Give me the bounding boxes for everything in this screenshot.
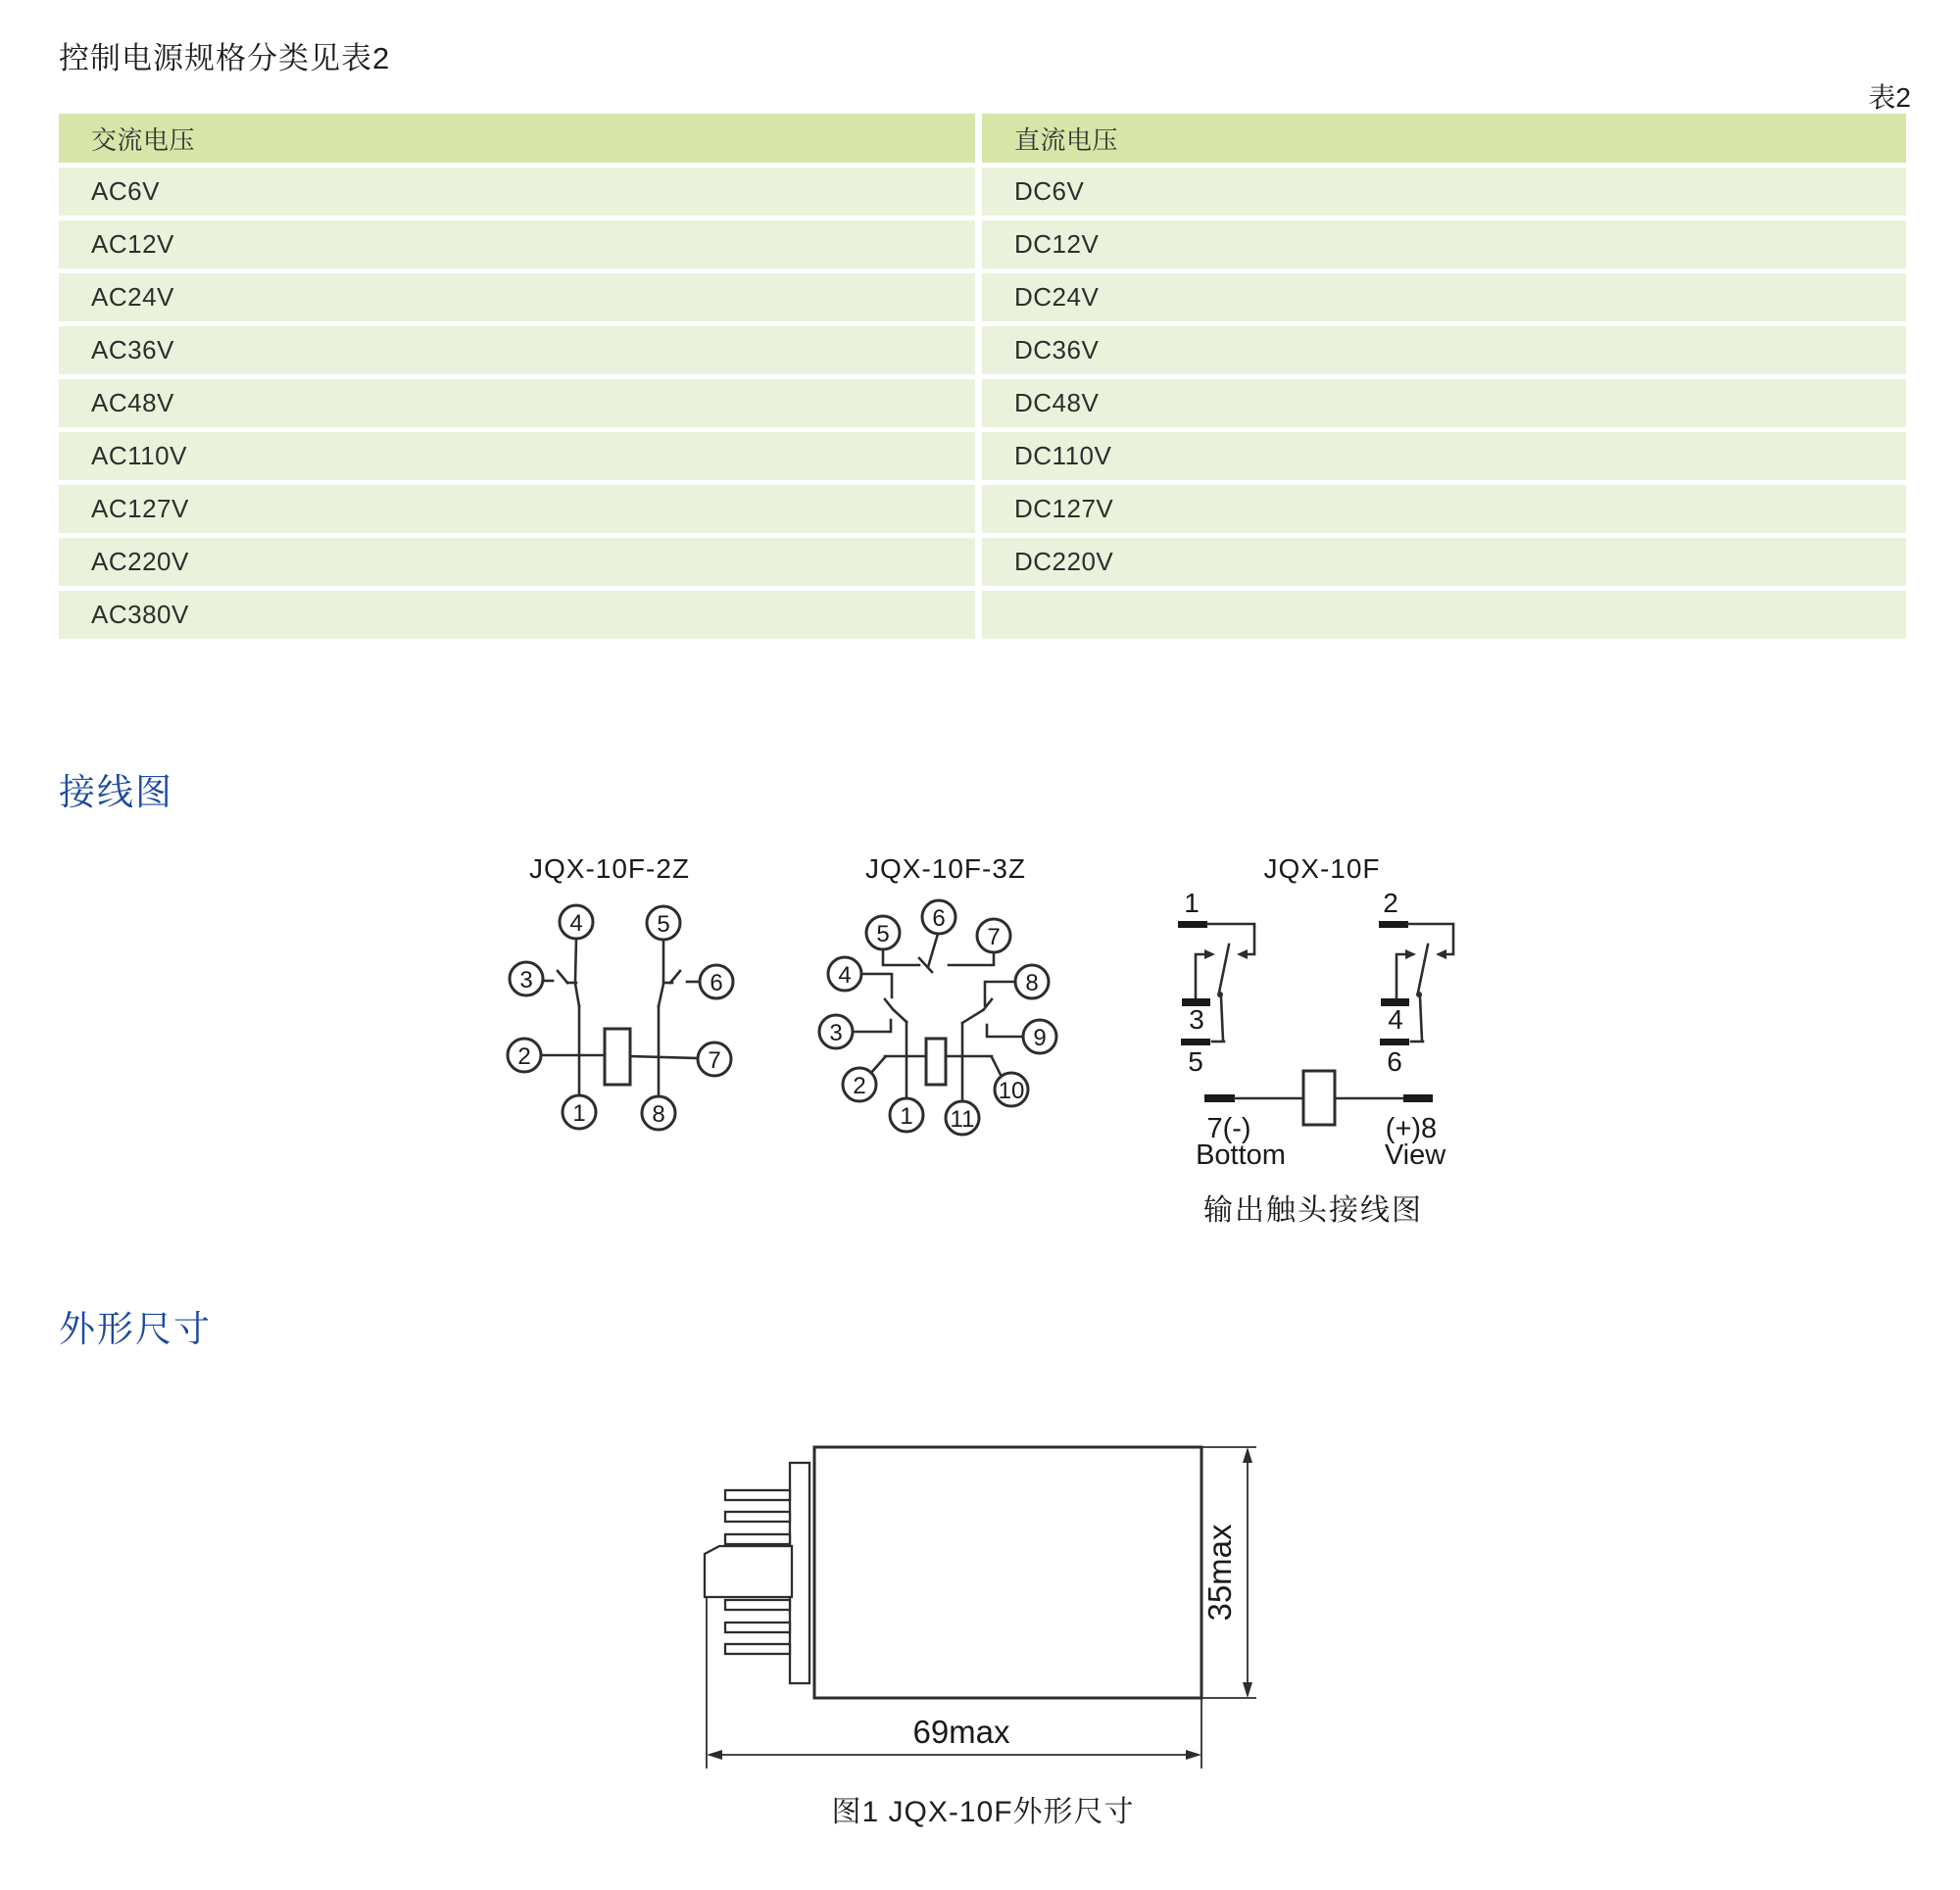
table-cell: DC24V bbox=[982, 273, 1906, 321]
relay-body bbox=[814, 1447, 1201, 1698]
pin-number: 1 bbox=[572, 1100, 586, 1127]
figure-caption: 图1 JQX-10F外形尺寸 bbox=[831, 1796, 1135, 1828]
page-title: 控制电源规格分类见表2 bbox=[59, 41, 391, 75]
wiring-diagrams bbox=[0, 843, 1960, 1264]
key-block bbox=[705, 1546, 792, 1597]
terminal-label: 2 bbox=[1383, 888, 1398, 918]
pin-number: 10 bbox=[998, 1078, 1025, 1104]
dimensions-section-heading: 外形尺寸 bbox=[59, 1309, 212, 1349]
table-row bbox=[59, 220, 1906, 268]
terminal-bar bbox=[1181, 1039, 1210, 1045]
table-header-row bbox=[59, 114, 1906, 163]
relay-outline bbox=[705, 1447, 1201, 1698]
coil-terminal-label: 7(-) bbox=[1206, 1113, 1251, 1144]
table-cell: DC110V bbox=[982, 432, 1906, 480]
pin bbox=[725, 1490, 790, 1500]
terminal-bar bbox=[1178, 921, 1207, 928]
contact-arrow bbox=[1436, 949, 1446, 959]
pin-number: 7 bbox=[987, 924, 1001, 950]
terminal-label: 3 bbox=[1189, 1004, 1204, 1035]
table-row bbox=[59, 432, 1906, 480]
voltage-spec-table bbox=[59, 114, 1906, 639]
table-cell: AC220V bbox=[59, 538, 975, 586]
pin-number: 4 bbox=[569, 910, 583, 937]
height-dimension-label: 35max bbox=[1201, 1524, 1238, 1622]
pin bbox=[725, 1534, 790, 1544]
table-cell: AC24V bbox=[59, 273, 975, 321]
contact-arrow bbox=[1237, 949, 1248, 959]
pin-number: 4 bbox=[838, 962, 852, 989]
table-row bbox=[59, 379, 1906, 427]
contact-arrow bbox=[1405, 949, 1416, 959]
pin-number: 2 bbox=[853, 1073, 866, 1099]
contact-arrow bbox=[1204, 949, 1215, 959]
table-cell: AC380V bbox=[59, 591, 975, 639]
terminal-bar bbox=[1204, 1094, 1235, 1102]
width-dimension-label: 69max bbox=[912, 1714, 1010, 1750]
pin-number: 11 bbox=[950, 1106, 975, 1133]
table-row bbox=[59, 485, 1906, 533]
table-cell: DC127V bbox=[982, 485, 1906, 533]
pin-number: 3 bbox=[829, 1020, 843, 1046]
pin-number: 1 bbox=[900, 1103, 913, 1130]
relay-coil bbox=[605, 1029, 630, 1085]
pin-terminals bbox=[508, 905, 733, 1130]
table-row bbox=[59, 538, 1906, 586]
table-cell: DC6V bbox=[982, 168, 1906, 216]
pin-number: 8 bbox=[1025, 970, 1039, 996]
relay-coil bbox=[1303, 1071, 1335, 1125]
diagram-jqx-10f-contacts bbox=[1178, 853, 1453, 1227]
table-row bbox=[59, 326, 1906, 374]
table-cell: DC48V bbox=[982, 379, 1906, 427]
pin-number: 5 bbox=[657, 911, 670, 938]
table-cell: AC48V bbox=[59, 379, 975, 427]
pin-number: 7 bbox=[708, 1047, 721, 1074]
table-cell: AC127V bbox=[59, 485, 975, 533]
terminal-label: 6 bbox=[1387, 1046, 1402, 1077]
pin-number: 3 bbox=[519, 967, 533, 993]
height-dimension bbox=[1201, 1447, 1256, 1698]
contacts-diagram-caption: 输出触头接线图 bbox=[1203, 1194, 1423, 1227]
diagram-jqx-10f-2z bbox=[508, 853, 733, 1130]
pin bbox=[725, 1623, 790, 1632]
pin-number: 2 bbox=[517, 1043, 531, 1070]
diagram-title: JQX-10F-2Z bbox=[528, 853, 691, 884]
pin bbox=[725, 1512, 790, 1522]
terminal-bar bbox=[1379, 921, 1408, 928]
table-cell: DC220V bbox=[982, 538, 1906, 586]
table-cell: DC12V bbox=[982, 220, 1906, 268]
relay-coil bbox=[926, 1039, 946, 1085]
pin-number: 6 bbox=[710, 970, 723, 996]
diagram-jqx-10f-3z bbox=[819, 853, 1056, 1135]
table-number-tag: 表2 bbox=[1868, 82, 1911, 113]
terminal-label: 1 bbox=[1184, 888, 1200, 918]
pin-number: 8 bbox=[652, 1101, 665, 1128]
bottom-view-label: View bbox=[1384, 1139, 1446, 1171]
coil-terminal-label: (+)8 bbox=[1385, 1113, 1438, 1144]
terminal-label: 5 bbox=[1188, 1046, 1203, 1077]
terminal-label: 4 bbox=[1388, 1004, 1403, 1035]
diagram-title: JQX-10F-3Z bbox=[864, 853, 1027, 884]
pin-number: 5 bbox=[876, 921, 890, 947]
table-header-dc: 直流电压 bbox=[982, 114, 1906, 163]
terminal-bar bbox=[1380, 1039, 1409, 1045]
table-cell: AC110V bbox=[59, 432, 975, 480]
pin-number: 9 bbox=[1033, 1025, 1047, 1051]
dimension-drawing bbox=[0, 1411, 1960, 1803]
table-row bbox=[59, 591, 1906, 639]
table-cell: AC36V bbox=[59, 326, 975, 374]
table-row bbox=[59, 168, 1906, 216]
bottom-view-label: Bottom bbox=[1196, 1139, 1286, 1171]
table-row bbox=[59, 273, 1906, 321]
pin-number: 6 bbox=[932, 905, 946, 932]
table-cell: AC6V bbox=[59, 168, 975, 216]
table-cell: DC36V bbox=[982, 326, 1906, 374]
table-cell bbox=[982, 591, 1906, 639]
terminal-bar bbox=[1403, 1094, 1433, 1102]
pin bbox=[725, 1600, 790, 1610]
table-cell: AC12V bbox=[59, 220, 975, 268]
diagram-title: JQX-10F bbox=[1263, 853, 1381, 884]
pin bbox=[725, 1644, 790, 1654]
wiring-section-heading: 接线图 bbox=[59, 772, 173, 812]
table-header-ac: 交流电压 bbox=[59, 114, 975, 163]
